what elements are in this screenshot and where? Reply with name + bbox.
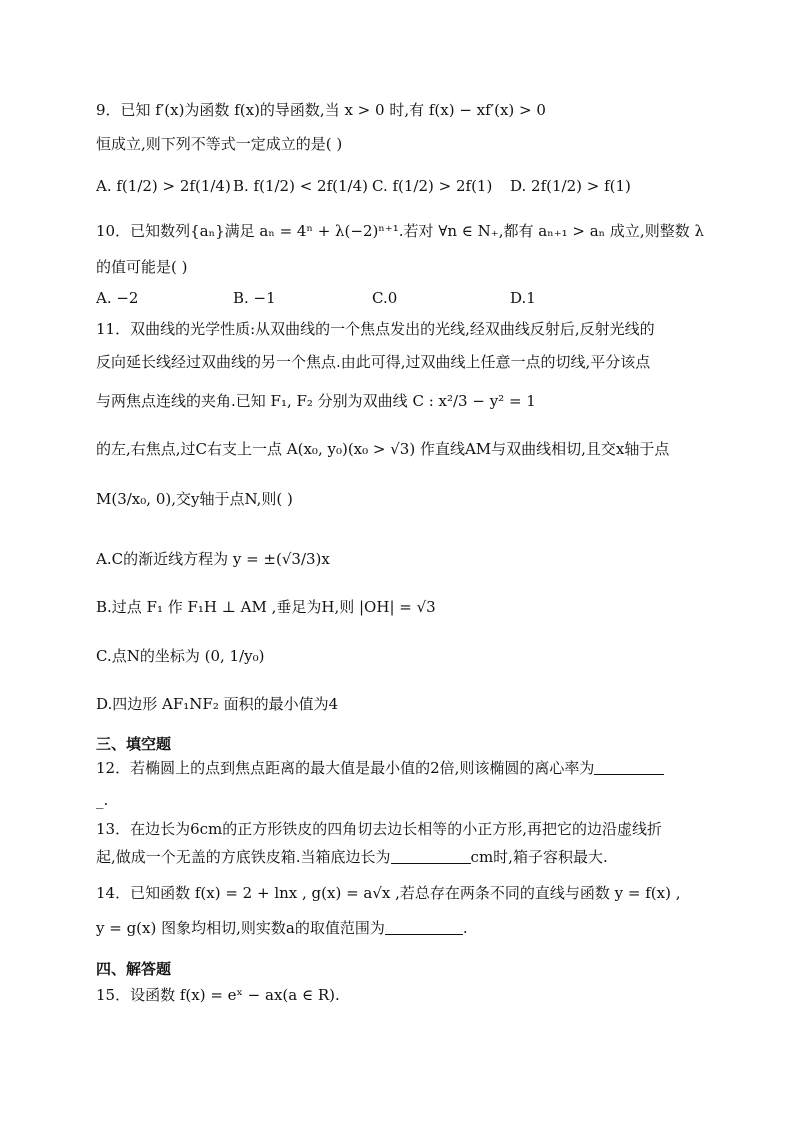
q14-text-a: y = g(x) 图象均相切,则实数a的取值范围为 (96, 919, 385, 937)
q12-line1 (96, 757, 664, 779)
q13-line1: 13．在边长为6cm的正方形铁皮的四角切去边长相等的小正方形,再把它的边沿虚线折 (96, 820, 663, 838)
q10-option-c: C.0 (372, 289, 398, 307)
q9-option-a: A. f(1/2) > 2f(1/4) (96, 177, 231, 195)
q9-option-b: B. f(1/2) < 2f(1/4) (233, 177, 368, 195)
q11-line2: 反向延长线经过双曲线的另一个焦点.由此可得,过双曲线上任意一点的切线,平分该点 (96, 353, 651, 371)
q11-option-a: A.C的渐近线方程为 y = ±(√3/3)x (96, 550, 330, 568)
q14-line2 (96, 917, 468, 939)
section-heading-answer: 四、解答题 (96, 960, 172, 978)
q12-text: 12．若椭圆上的点到焦点距离的最大值是最小值的2倍,则该椭圆的离心率为 (96, 759, 595, 777)
section-heading-fill-blank: 三、填空题 (96, 735, 172, 753)
q11-line1: 11．双曲线的光学性质:从双曲线的一个焦点发出的光线,经双曲线反射后,反射光线的 (96, 320, 655, 338)
q10-stem-line2: 的值可能是( ) (96, 258, 188, 276)
q12-answer-blank (594, 760, 664, 775)
q14-text-b: . (462, 919, 468, 937)
q13-text-a: 起,做成一个无盖的方底铁皮箱.当箱底边长为 (96, 848, 391, 866)
q11-line3: 与两焦点连线的夹角.已知 F₁, F₂ 分别为双曲线 C : x²/3 − y² = 1 (96, 392, 536, 410)
q15-line1: 15．设函数 f(x) = eˣ − ax(a ∈ R). (96, 986, 340, 1004)
q9-option-d: D. 2f(1/2) > f(1) (510, 177, 631, 195)
q10-stem-line1: 10．已知数列{aₙ}满足 aₙ = 4ⁿ + λ(−2)ⁿ⁺¹.若对 ∀n ∈ N₊,都有 aₙ₊₁ > aₙ 成立,则整数 λ (96, 222, 704, 240)
q14-line1: 14．已知函数 f(x) = 2 + lnx , g(x) = a√x ,若总存在两条不同的直线与函数 y = f(x) , (96, 884, 681, 902)
q11-option-c: C.点N的坐标为 (0, 1/y₀) (96, 647, 265, 665)
q11-line5: M(3/x₀, 0),交y轴于点N,则( ) (96, 490, 293, 508)
q14-answer-blank (385, 920, 463, 935)
q9-option-c: C. f(1/2) > 2f(1) (372, 177, 493, 195)
q10-option-d: D.1 (510, 289, 536, 307)
q11-option-b: B.过点 F₁ 作 F₁H ⊥ AM ,垂足为H,则 |OH| = √3 (96, 598, 436, 616)
q13-text-b: cm时,箱子容积最大. (470, 848, 608, 866)
q9-stem-line1: 9．已知 f′(x)为函数 f(x)的导函数,当 x > 0 时,有 f(x) − xf′(x) > 0 (96, 101, 546, 119)
q12-line2: _. (96, 791, 109, 809)
q13-line2 (96, 846, 608, 868)
q13-answer-blank (391, 849, 471, 864)
q11-option-d: D.四边形 AF₁NF₂ 面积的最小值为4 (96, 695, 339, 713)
q10-option-b: B. −1 (233, 289, 276, 307)
q9-stem-line2: 恒成立,则下列不等式一定成立的是( ) (96, 135, 343, 153)
q11-line4: 的左,右焦点,过C右支上一点 A(x₀, y₀)(x₀ > √3) 作直线AM与双曲线相切,且交x轴于点 (96, 440, 670, 458)
q10-option-a: A. −2 (96, 289, 139, 307)
